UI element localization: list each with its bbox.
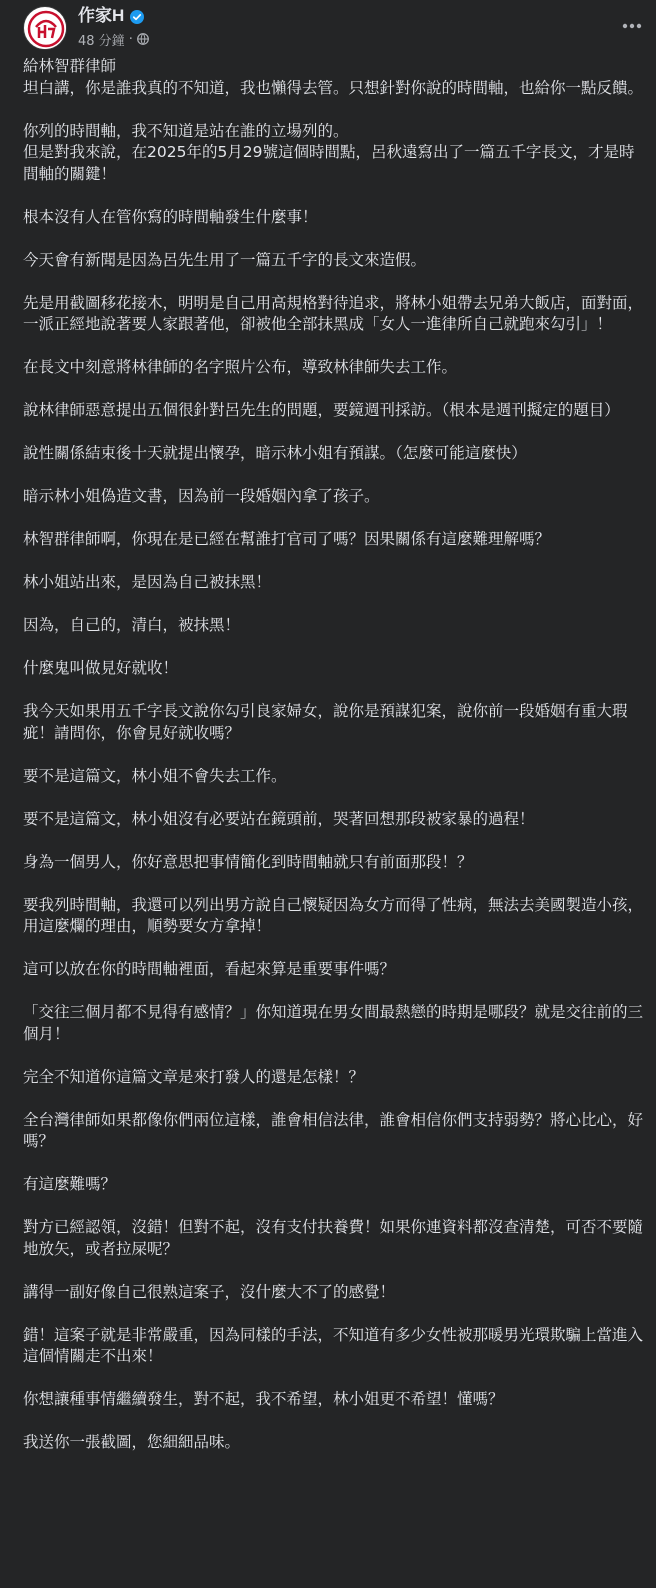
post-meta xyxy=(78,29,149,49)
verified-badge-icon xyxy=(130,9,144,23)
post-paragraph: 身為一個男人，你好意思把事情簡化到時間軸就只有前面那段！？ xyxy=(23,852,473,871)
post-body xyxy=(23,56,643,1454)
post-paragraph: 我今天如果用五千字長文說你勾引良家婦女，說你是預謀犯案，說你前一段婚姻有重大瑕疵！請問你，你會見好就收嗎？ xyxy=(23,702,628,742)
post-paragraph: 「交往三個月都不見得有感情？」你知道現在男女間最熱戀的時期是哪段？就是交往前的三個月！ xyxy=(23,1003,644,1043)
post-paragraph: 這可以放在你的時間軸裡面，看起來算是重要事件嗎？ xyxy=(23,960,396,978)
post-paragraph: 要不是這篇文，林小姐不會失去工作。 xyxy=(23,766,287,785)
more-options-button[interactable] xyxy=(620,14,644,38)
author-row xyxy=(78,4,144,28)
post-paragraph: 你想讓種事情繼續發生，對不起，我不希望，林小姐更不希望！懂嗎？ xyxy=(23,1390,504,1408)
post-paragraph: 什麼鬼叫做見好就收！ xyxy=(23,659,179,677)
post-paragraph: 說性關係結束後十天就提出懷孕，暗示林小姐有預謀。（怎麼可能這麼快） xyxy=(23,444,527,462)
post-paragraph: 全台灣律師如果都像你們兩位這樣，誰會相信法律，誰會相信你們支持弱勢？將心比心，好嗎？ xyxy=(23,1110,644,1150)
post-paragraph: 講得一副好像自己很熟這案子，沒什麼大不了的感覺！ xyxy=(23,1282,396,1301)
post-paragraph: 暗示林小姐偽造文書，因為前一段婚姻內拿了孩子。 xyxy=(23,487,380,505)
post-paragraph: 我送你一張截圖，您細細品味。 xyxy=(23,1433,241,1451)
globe-icon[interactable] xyxy=(137,33,149,45)
more-dots-icon xyxy=(622,23,642,29)
post-paragraph: 說林律師惡意提出五個很針對呂先生的問題，要鏡週刊採訪。（根本是週刊擬定的題目） xyxy=(23,401,620,419)
avatar-logo-icon xyxy=(24,7,67,50)
post-paragraph: 因為，自己的，清白，被抹黑！ xyxy=(23,616,241,634)
post-paragraph: 根本沒有人在管你寫的時間軸發生什麼事！ xyxy=(23,207,318,226)
post-paragraph: 林小姐站出來，是因為自己被抹黑！ xyxy=(23,573,272,591)
post-paragraph: 給林智群律師 坦白講，你是誰我真的不知道，我也懶得去管。只想針對你說的時間軸，也給你一點反饋。 xyxy=(23,57,644,97)
post-paragraph: 你列的時間軸，我不知道是站在誰的立場列的。 但是對我來說，在2025年的5月29號這個時間點，呂秋遠寫出了一篇五千字長文，才是時間軸的關鍵！ xyxy=(23,121,635,183)
post-paragraph: 有這麼難嗎？ xyxy=(23,1175,117,1193)
author-name[interactable]: 作家H xyxy=(78,6,125,25)
post-paragraph: 完全不知道你這篇文章是來打發人的還是怎樣！？ xyxy=(23,1067,365,1086)
author-avatar[interactable] xyxy=(23,6,67,50)
post-header xyxy=(0,0,656,58)
meta-separator: · xyxy=(128,31,133,47)
post-paragraph: 在長文中刻意將林律師的名字照片公布，導致林律師失去工作。 xyxy=(23,358,458,376)
post-paragraph: 林智群律師啊，你現在是已經在幫誰打官司了嗎？因果關係有這麼難理解嗎？ xyxy=(23,530,551,548)
post-paragraph: 錯！這案子就是非常嚴重，因為同樣的手法，不知道有多少女性被那暖男光環欺騙上當進入這個情關走不出來！ xyxy=(23,1325,644,1365)
post-paragraph: 對方已經認領，沒錯！但對不起，沒有支付扶養費！如果你連資料都沒查清楚，可否不要隨地放矢，或者拉屎呢？ xyxy=(23,1218,644,1258)
post-paragraph: 今天會有新聞是因為呂先生用了一篇五千字的長文來造假。 xyxy=(23,250,427,269)
post-paragraph: 要我列時間軸，我還可以列出男方說自己懷疑因為女方而得了性病，無法去美國製造小孩，用這麼爛的理由，順勢要女方拿掉！ xyxy=(23,895,644,935)
post-paragraph: 要不是這篇文，林小姐沒有必要站在鏡頭前，哭著回想那段被家暴的過程！ xyxy=(23,809,535,828)
post-timestamp[interactable]: 48 分鐘 xyxy=(78,33,125,49)
post-paragraph: 先是用截圖移花接木，明明是自己用高規格對待追求，將林小姐帶去兄弟大飯店，面對面，一派正經地說著要人家跟著他，卻被他全部抹黑成「女人一進律所自己就跑來勾引」！ xyxy=(23,293,644,333)
